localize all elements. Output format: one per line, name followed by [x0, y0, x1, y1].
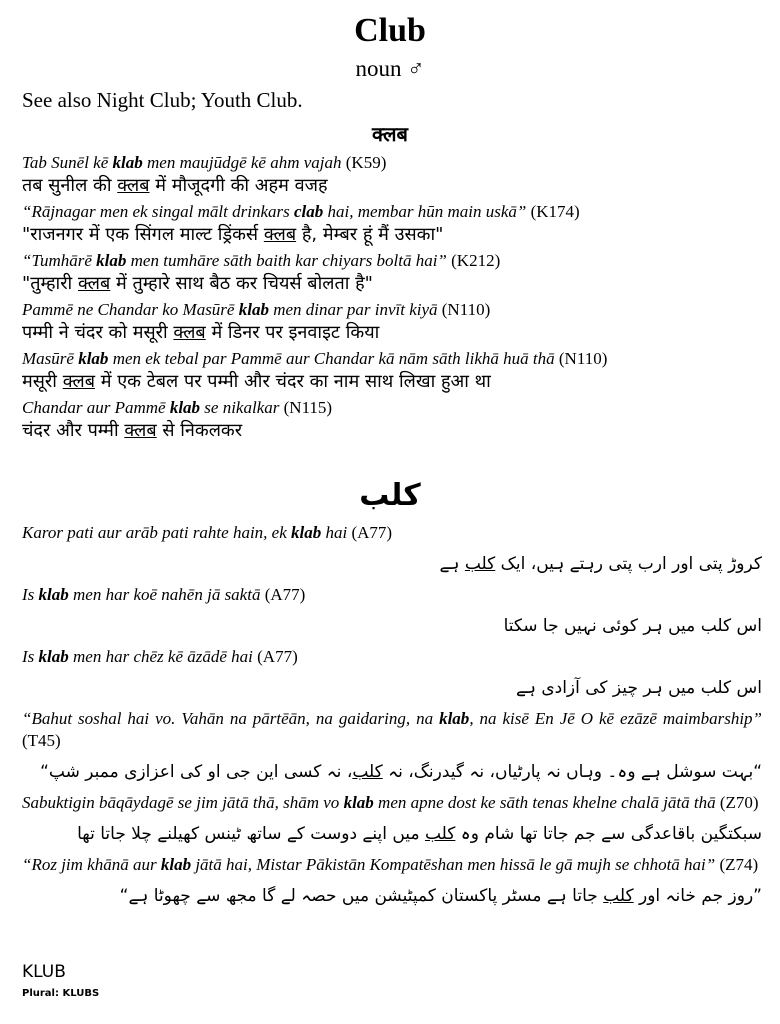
text-before: سبکتگین باقاعدگی سے جم جاتا تھا شام وہ: [455, 824, 762, 844]
text-before: "राजनगर में एक सिंगल माल्ट ड्रिंकर्स: [22, 224, 264, 245]
keyword: klab: [291, 523, 322, 542]
text-before: मसूरी: [22, 371, 63, 392]
keyword-underlined: क्लब: [62, 371, 95, 392]
text-before: Sabuktigin bāqāydagē se jim jātā thā, shām vo: [22, 793, 344, 812]
example-transliteration: [22, 348, 762, 369]
text-after: में एक टेबल पर पम्मी और चंदर का नाम साथ लिखा हुआ था: [94, 371, 491, 392]
keyword: کلب: [352, 762, 383, 782]
text-after: men har chēz kē āzādē hai: [68, 647, 253, 666]
keyword-underlined: क्लब: [77, 273, 111, 294]
text-after: , na kisē En Jē O kē ezāzē maimbarship”: [469, 709, 763, 728]
source-ref: (A77): [252, 647, 298, 666]
hindi-examples: [22, 152, 762, 446]
keyword: کلب: [464, 554, 496, 574]
text-after: جاتا ہے مسٹر پاکستان کمپٹیشن میں حصہ لے گا مجھ سے چھوٹا ہے“: [119, 886, 604, 906]
example-urdu: [22, 676, 762, 700]
source-ref: (N110): [554, 349, 608, 368]
example-hindi: [22, 222, 762, 247]
text-after: میں اپنے دوست کے ساتھ ٹینس کھیلنے چلا جاتا تھا: [77, 824, 425, 844]
example-entry: [22, 397, 762, 443]
keyword: کلب: [424, 824, 456, 844]
source-ref: (A77): [260, 585, 306, 604]
source-ref: (N110): [437, 300, 491, 319]
text-before: Chandar aur Pammē: [22, 398, 170, 417]
plural-form: Plural: KLUBS: [22, 988, 100, 999]
example-transliteration: [22, 299, 762, 320]
part-of-speech: noun ♂: [355, 56, 425, 81]
example-transliteration: [22, 250, 762, 271]
example-hindi: [22, 173, 762, 198]
example-entry: [22, 584, 762, 638]
text-after: men har koē nahēn jā saktā: [68, 585, 261, 604]
transliteration: KLUB: [22, 962, 66, 982]
text-before: चंदर और पम्मी: [22, 420, 125, 441]
example-urdu: [22, 614, 762, 638]
text-before: کروڑ پتی اور ارب پتی رہتے ہیں، ایک: [495, 554, 762, 574]
example-transliteration: [22, 584, 762, 606]
example-entry: [22, 250, 762, 296]
text-before: Karor pati aur arāb pati rahte hain, ek: [22, 523, 292, 542]
text-before: Tab Sunēl kē: [22, 153, 113, 172]
keyword: klab: [169, 398, 201, 417]
text-before: तब सुनील की: [22, 175, 118, 196]
text-before: पम्मी ने चंदर को मसूरी: [22, 322, 174, 343]
text-after: से निकलकर: [156, 420, 243, 441]
keyword: klab: [343, 793, 374, 812]
example-transliteration: [22, 854, 762, 876]
source-ref: (A77): [347, 523, 393, 542]
text-before: "तुम्हारी: [22, 273, 78, 294]
text-after: men tumhāre sāth baith kar chiyars boltā hai”: [126, 251, 447, 270]
text-after: میں ہر چیز کی آزادی ہے: [516, 678, 701, 698]
example-entry: [22, 299, 762, 345]
example-entry: [22, 522, 762, 576]
example-urdu: [22, 760, 762, 784]
source-ref: (K174): [526, 202, 580, 221]
keyword: klab: [96, 251, 127, 270]
text-before: “Rājnagar men ek singal mālt drinkars: [22, 202, 294, 221]
text-after: men ek tebal par Pammē aur Chandar kā nām sāth likhā huā thā: [108, 349, 555, 368]
example-transliteration: [22, 152, 762, 173]
text-after: है, मेम्बर हूं मैं उसका": [296, 224, 444, 245]
example-urdu: [22, 552, 762, 576]
text-after: se nikalkar: [200, 398, 280, 417]
text-before: Is: [22, 647, 39, 666]
example-entry: [22, 152, 762, 198]
example-entry: [22, 348, 762, 394]
example-transliteration: [22, 397, 762, 418]
text-after: men dinar par invīt kiyā: [268, 300, 438, 319]
keyword: klab: [160, 855, 192, 874]
text-before: ”روز جم خانہ اور: [633, 886, 762, 906]
urdu-heading: کلب: [359, 478, 421, 513]
source-ref: (Z74): [715, 855, 759, 874]
hindi-heading: क्लब: [372, 122, 408, 146]
urdu-examples: [22, 522, 762, 916]
text-before: اس: [731, 678, 762, 698]
text-after: में मौजूदगी की अहम वजह: [149, 175, 328, 196]
keyword: klab: [238, 300, 269, 319]
example-urdu: [22, 822, 762, 846]
example-hindi: [22, 320, 762, 345]
example-entry: [22, 792, 762, 846]
keyword-underlined: क्लब: [263, 224, 297, 245]
keyword: klab: [439, 709, 470, 728]
keyword: clab: [294, 202, 324, 221]
example-entry: [22, 708, 762, 784]
example-urdu: [22, 884, 762, 908]
example-hindi: [22, 271, 762, 296]
keyword: klab: [38, 585, 69, 604]
text-before: “Tumhārē: [22, 251, 97, 270]
example-entry: [22, 201, 762, 247]
text-before: “Roz jim khānā aur: [22, 855, 161, 874]
text-after: jātā hai, Mistar Pākistān Kompatēshan men hissā le gā mujh se chhotā hai”: [191, 855, 716, 874]
source-ref: (N115): [279, 398, 333, 417]
keyword: klab: [112, 153, 143, 172]
keyword: کلب: [700, 616, 732, 636]
keyword: کلب: [603, 886, 634, 906]
example-transliteration: [22, 792, 762, 814]
text-before: اس: [731, 616, 762, 636]
text-after: में तुम्हारे साथ बैठ कर चियर्स बोलता है": [110, 273, 373, 294]
example-hindi: [22, 369, 762, 394]
source-ref: (K212): [446, 251, 501, 270]
text-before: “Bahut soshal hai vo. Vahān na pārtēān, na gaidaring, na: [22, 709, 440, 728]
keyword: کلب: [700, 678, 732, 698]
text-before: Pammē ne Chandar ko Masūrē: [22, 300, 239, 319]
keyword: klab: [38, 647, 69, 666]
text-after: میں ہر کوئی نہیں جا سکتا: [503, 616, 701, 636]
source-ref: (T45): [22, 731, 61, 750]
headword: Club: [354, 12, 426, 49]
example-transliteration: [22, 201, 762, 222]
source-ref: (Z70): [715, 793, 759, 812]
example-entry: [22, 854, 762, 908]
text-before: “بہت سوشل ہے وہ۔ وہاں نہ پارٹیاں، نہ گیدرنگ، نہ: [382, 762, 762, 782]
text-after: ہے: [439, 554, 465, 574]
example-transliteration: [22, 646, 762, 668]
example-hindi: [22, 418, 762, 443]
example-transliteration: [22, 522, 762, 544]
source-ref: (K59): [341, 153, 387, 172]
see-also: See also Night Club; Youth Club.: [22, 88, 303, 112]
text-after: men apne dost ke sāth tenas khelne chalā jātā thā: [373, 793, 716, 812]
text-after: hai, membar hūn main uskā”: [323, 202, 527, 221]
keyword-underlined: क्लब: [173, 322, 206, 343]
keyword-underlined: क्लब: [117, 175, 150, 196]
text-before: Is: [22, 585, 39, 604]
text-after: men maujūdgē kē ahm vajah: [142, 153, 342, 172]
text-after: में डिनर पर इनवाइट किया: [205, 322, 380, 343]
keyword: klab: [78, 349, 109, 368]
text-before: Masūrē: [22, 349, 79, 368]
text-after: hai: [321, 523, 348, 542]
text-after: ، نہ کسی این جی او کی اعزازی ممبر شپ“: [40, 762, 353, 782]
keyword-underlined: क्लब: [124, 420, 157, 441]
example-transliteration: [22, 708, 762, 752]
example-entry: [22, 646, 762, 700]
